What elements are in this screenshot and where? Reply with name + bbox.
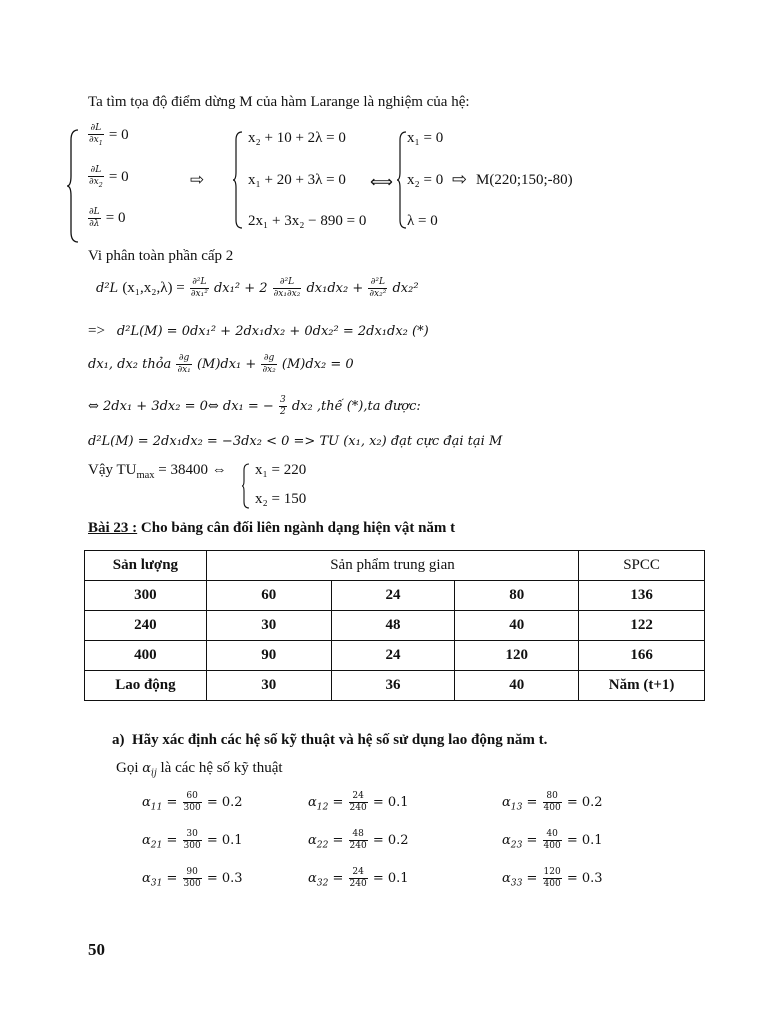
table-cell: Năm (t+1) bbox=[579, 671, 705, 701]
exercise-title: Cho bảng cân đối liên ngành dạng hiện vật năm t bbox=[137, 520, 456, 536]
intro-text: Ta tìm tọa độ điểm dừng M của hàm Larange là nghiệm của hệ: bbox=[88, 94, 470, 110]
coefficient-12: $\alpha_{12}$ = $\frac{24}{240}$ = 0.1 bbox=[308, 791, 409, 813]
tu-max-line: Vậy $TU_{max} = 38400$ ⇔ bbox=[88, 462, 227, 481]
coefficient-11: $\alpha_{11}$ = $\frac{60}{300}$ = 0.2 bbox=[142, 791, 243, 813]
eq-dL-dx2: $\frac{\partial L}{\partial x_2}$ = 0 bbox=[89, 165, 129, 189]
sys3-eq2: x₂ = 0 bbox=[407, 172, 444, 188]
implies-arrow-icon: ⇨ bbox=[190, 170, 205, 189]
coefficient-13: $\alpha_{13}$ = $\frac{80}{400}$ = 0.2 bbox=[502, 791, 603, 813]
table-cell: 90 bbox=[206, 641, 331, 671]
table-cell: 40 bbox=[455, 611, 579, 641]
conclusion-line: d²L(M) = 2dx₁dx₂ = −3dx₂ < 0 => TU (x₁, x₂) đạt cực đại tại M bbox=[88, 434, 503, 449]
table-row bbox=[85, 611, 705, 641]
exercise-number: Bài 23 : bbox=[88, 520, 138, 536]
page-number: 50 bbox=[88, 940, 105, 959]
d2L-M-line: => d²L(M) = 0dx₁² + 2dx₁dx₂ + 0dx₂² = 2dx₁dx₂ (*) bbox=[88, 323, 429, 339]
table-cell: 300 bbox=[85, 581, 207, 611]
table-cell: 40 bbox=[455, 671, 579, 701]
d2L-expression: d²L (x₁,x₂,λ) = $\frac{\text{∂²L}}{\text{∂x₁²}}$ dx₁² + 2 $\frac{\text{∂²L}}{\text{∂x₁∂x₂}}$ dx₁dx₂ + $\frac{\text{∂²L}}{\text{∂x₂²}}$ dx₂² bbox=[96, 277, 419, 299]
part-a-definition: Gọi $\alpha_{ij}$ là các hệ số kỹ thuật bbox=[116, 760, 283, 779]
table-cell: 36 bbox=[331, 671, 455, 701]
table-header-row bbox=[85, 551, 705, 581]
point-M: M(220;150;-80) bbox=[476, 172, 573, 188]
eq-dL-dlambda: $\frac{\partial L}{\partial\lambda}$ = 0 bbox=[89, 207, 126, 229]
table-cell: 240 bbox=[85, 611, 207, 641]
equiv-arrow-icon: ⟺ bbox=[370, 174, 393, 191]
table-header-cell: Sản lượng bbox=[85, 551, 207, 581]
coefficient-32: $\alpha_{32}$ = $\frac{24}{240}$ = 0.1 bbox=[308, 867, 409, 889]
table-row bbox=[85, 581, 705, 611]
table-cell: 400 bbox=[85, 641, 207, 671]
table-header-cell: Sản phẩm trung gian bbox=[206, 551, 578, 581]
table-cell: 80 bbox=[455, 581, 579, 611]
sys2-eq3: 2x₁ + 3x₂ − 890 = 0 bbox=[248, 213, 367, 229]
table-row bbox=[85, 641, 705, 671]
table-cell: 60 bbox=[206, 581, 331, 611]
table-cell: 30 bbox=[206, 671, 331, 701]
left-brace-2 bbox=[232, 130, 244, 230]
coefficient-31: $\alpha_{31}$ = $\frac{90}{300}$ = 0.3 bbox=[142, 867, 243, 889]
sys2-eq1: x₂ + 10 + 2λ = 0 bbox=[248, 130, 346, 146]
equiv-substitution-line: ⇔ 2dx₁ + 3dx₂ = 0⇔ dx₁ = − $\frac{3}{2}$ dx₂ ,thế (*),ta được: bbox=[88, 395, 421, 417]
vi-phan-heading: Vi phân toàn phần cấp 2 bbox=[88, 248, 234, 264]
left-brace-1 bbox=[66, 128, 80, 244]
coefficient-23: $\alpha_{23}$ = $\frac{40}{400}$ = 0.1 bbox=[502, 829, 603, 851]
result-arrow-icon: ⇨ bbox=[452, 169, 468, 189]
coefficient-21: $\alpha_{21}$ = $\frac{30}{300}$ = 0.1 bbox=[142, 829, 243, 851]
sys3-eq3: λ = 0 bbox=[407, 213, 438, 229]
table-cell: 166 bbox=[579, 641, 705, 671]
table-cell: 136 bbox=[579, 581, 705, 611]
part-a-heading: a) Hãy xác định các hệ số kỹ thuật và hệ số sử dụng lao động năm t. bbox=[112, 732, 548, 748]
input-output-table bbox=[84, 550, 705, 701]
table-row bbox=[85, 671, 705, 701]
table-cell: 30 bbox=[206, 611, 331, 641]
left-brace-4 bbox=[241, 462, 251, 510]
table-cell: 120 bbox=[455, 641, 579, 671]
table-cell: 122 bbox=[579, 611, 705, 641]
dx-condition-line: dx₁, dx₂ thỏa $\frac{\partial g}{\text{∂x₁}}$ (M)dx₁ + $\frac{\partial g}{\text{∂x₂}}$ (M)dx₂ = 0 bbox=[88, 353, 354, 375]
coefficient-33: $\alpha_{33}$ = $\frac{120}{400}$ = 0.3 bbox=[502, 867, 603, 889]
table-cell: 48 bbox=[331, 611, 455, 641]
table-cell: 24 bbox=[331, 641, 455, 671]
tu-max-x1: x₁ = 220 bbox=[255, 462, 307, 478]
table-header-cell: SPCC bbox=[579, 551, 705, 581]
sys2-eq2: x₁ + 20 + 3λ = 0 bbox=[248, 172, 346, 188]
tu-max-x2: x₂ = 150 bbox=[255, 491, 307, 507]
eq-dL-dx1: $\frac{\partial L}{\partial x_1}$ = 0 bbox=[89, 123, 129, 147]
table-cell: 24 bbox=[331, 581, 455, 611]
sys3-eq1: x₁ = 0 bbox=[407, 130, 444, 146]
exercise-heading bbox=[88, 520, 455, 537]
table-cell: Lao động bbox=[85, 671, 207, 701]
coefficient-22: $\alpha_{22}$ = $\frac{48}{240}$ = 0.2 bbox=[308, 829, 409, 851]
